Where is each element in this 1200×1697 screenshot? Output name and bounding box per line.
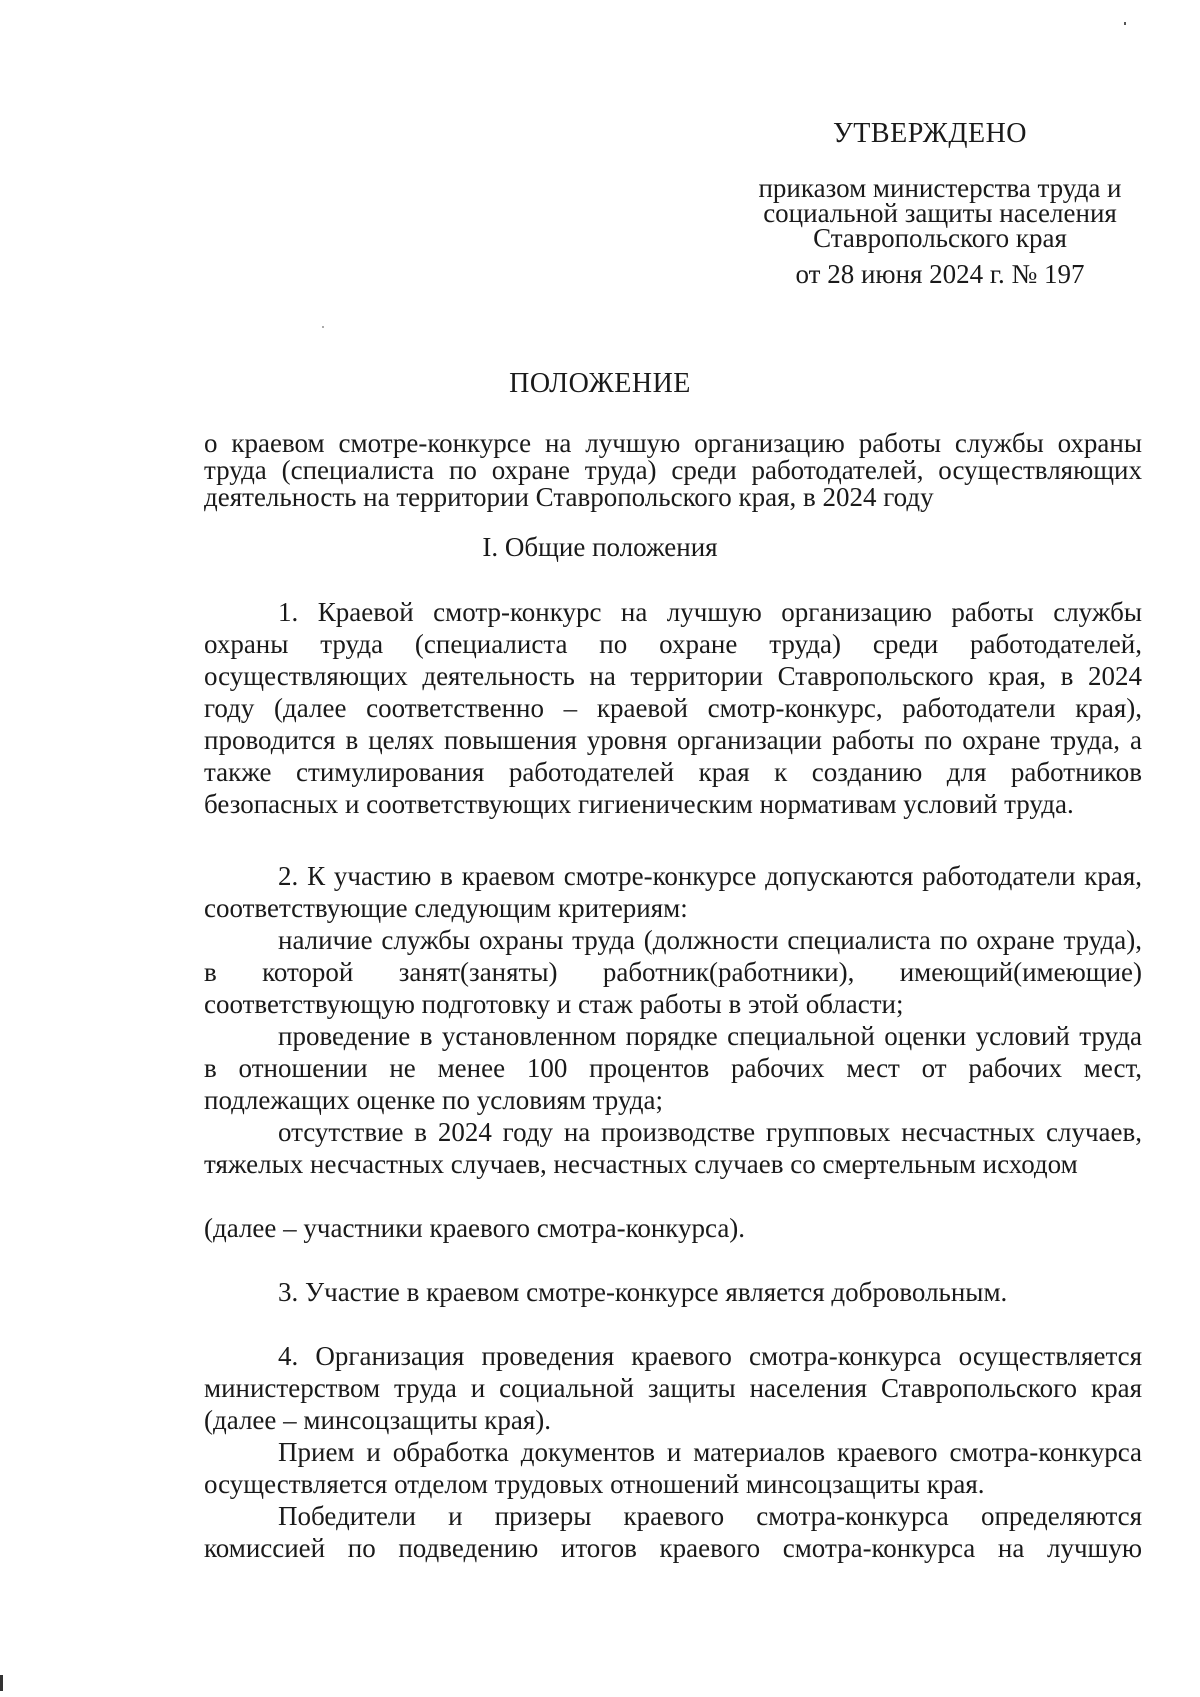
scan-edge-mark bbox=[0, 1675, 3, 1691]
approval-line-1: приказом министерства труда и bbox=[758, 173, 1122, 203]
document-subtitle: о краевом смотре-конкурсе на лучшую организацию работы службы охраны труда (специалиста по охране труда) среди работодателей, осуществляющих деятельность на территории Ставропольского края, в 2024 году bbox=[204, 428, 1142, 512]
paragraph-4-reception: Прием и обработка документов и материалов краевого смотра-конкурса осуществляется отделом трудовых отношений минсоцзащиты края. bbox=[204, 1437, 1142, 1499]
approval-line-3: Ставропольского края bbox=[813, 223, 1067, 253]
paragraph-2: 2. К участию в краевом смотре-конкурсе допускаются работодатели края, соответствующие следующим критериям: bbox=[204, 861, 1142, 923]
paragraph-4-winners: Победители и призеры краевого смотра-конкурса определяются комиссией по подведению итогов краевого смотра-конкурса на лучшую bbox=[204, 1501, 1142, 1563]
paragraph-2-criterion-3: отсутствие в 2024 году на производстве групповых несчастных случаев, тяжелых несчастных случаев, несчастных случаев со смертельным исходом bbox=[204, 1117, 1142, 1179]
paragraph-1: 1. Краевой смотр-конкурс на лучшую организацию работы службы охраны труда (специалиста по охране труда) среди работодателей, осуществляющих деятельность на территории Ставропольского края, в 2024 году (далее соответственно – краевой смотр-конкурс, работодатели края), проводится в целях повышения уровня организации работы по охране труда, а также стимулирования работодателей края к созданию для работников безопасных и соответствующих гигиеническим нормативам условий труда. bbox=[204, 597, 1142, 819]
approval-line-2: социальной защиты населения bbox=[763, 198, 1117, 228]
approval-heading: УТВЕРЖДЕНО bbox=[832, 118, 1028, 149]
scan-speck bbox=[1124, 22, 1126, 25]
paragraph-3: 3. Участие в краевом смотре-конкурсе является добровольным. bbox=[278, 1277, 1008, 1307]
paragraph-2-criterion-2: проведение в установленном порядке специальной оценки условий труда в отношении не менее 100 процентов рабочих мест от рабочих мест, подлежащих оценке по условиям труда; bbox=[204, 1021, 1142, 1115]
scan-speck bbox=[322, 326, 324, 328]
paragraph-2-note: (далее – участники краевого смотра-конкурса). bbox=[204, 1213, 746, 1243]
paragraph-4: 4. Организация проведения краевого смотра-конкурса осуществляется министерством труда и социальной защиты населения Ставропольского края (далее – минсоцзащиты края). bbox=[204, 1341, 1142, 1435]
document-title: ПОЛОЖЕНИЕ bbox=[509, 368, 691, 399]
paragraph-2-criterion-1: наличие службы охраны труда (должности специалиста по охране труда), в которой занят(заняты) работник(работники), имеющий(имеющие) соответствующую подготовку и стаж работы в этой области; bbox=[204, 925, 1142, 1019]
section-heading-general: I. Общие положения bbox=[482, 532, 718, 562]
approval-line-4: от 28 июня 2024 г. № 197 bbox=[795, 259, 1085, 289]
